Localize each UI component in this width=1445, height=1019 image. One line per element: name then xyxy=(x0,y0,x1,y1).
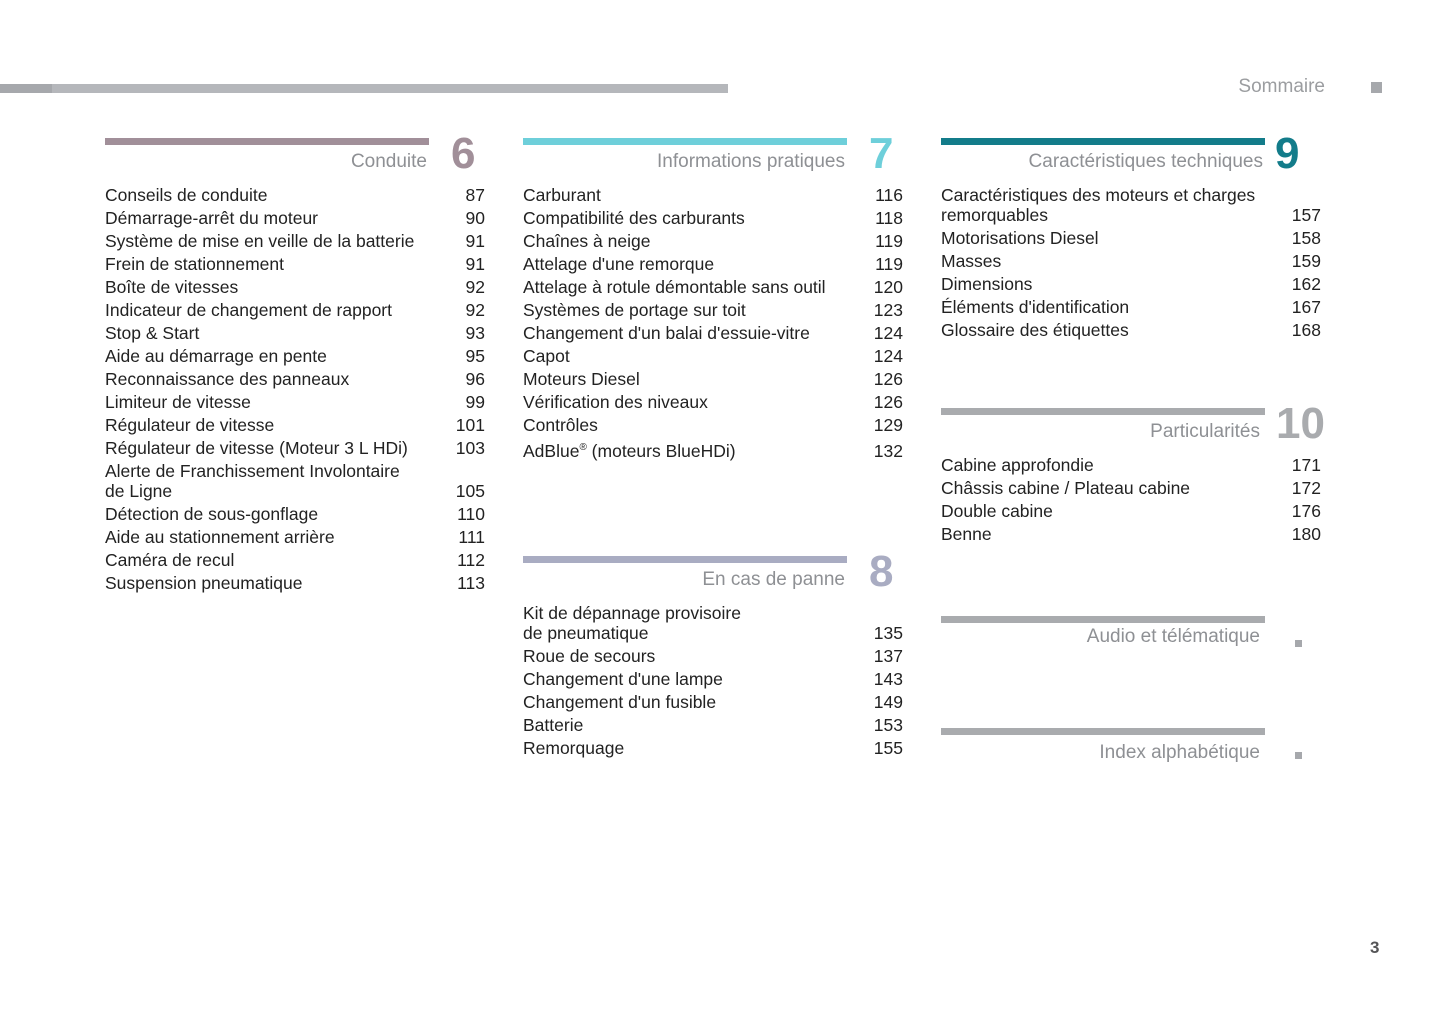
toc-entry-label: Compatibilité des carburants xyxy=(523,208,745,228)
toc-entry-label: Régulateur de vitesse (Moteur 3 L HDi) xyxy=(105,438,408,458)
toc-entry[interactable] xyxy=(105,527,485,547)
toc-entry-page: 153 xyxy=(873,715,903,735)
toc-entry-label: Détection de sous-gonflage xyxy=(105,504,319,524)
toc-entry-page: 176 xyxy=(1291,501,1321,521)
toc-entry[interactable] xyxy=(105,550,485,570)
section-bar xyxy=(941,616,1265,623)
toc-entry-page: 171 xyxy=(1291,455,1321,475)
toc-entry-page: 123 xyxy=(873,300,903,320)
section-number: 6 xyxy=(451,129,476,178)
section-bar xyxy=(941,408,1265,415)
toc-entry-page: 93 xyxy=(465,323,485,343)
toc-entry-label: Caractéristiques des moteurs et charges remorquables xyxy=(941,185,1256,225)
toc-entry[interactable] xyxy=(941,524,1321,544)
section-title[interactable]: Audio et télématique xyxy=(1086,626,1260,647)
toc-entry-label: Double cabine xyxy=(941,501,1053,521)
section-number: 7 xyxy=(869,129,894,178)
header-bar-tip xyxy=(0,84,52,93)
toc-entry-page: 91 xyxy=(465,231,485,251)
toc-entry-label: Reconnaissance des panneaux xyxy=(105,369,350,389)
toc-entry-page: 135 xyxy=(873,623,903,643)
toc-entry-page: 105 xyxy=(455,481,485,501)
toc-entry-page: 180 xyxy=(1291,524,1321,544)
toc-entry-page: 118 xyxy=(875,208,903,228)
toc-entry-label: Éléments d'identification xyxy=(941,297,1130,317)
toc-entry-label: Indicateur de changement de rapport xyxy=(105,300,392,320)
toc-entry-label: Dimensions xyxy=(941,274,1033,294)
toc-entry-label: Kit de dépannage provisoire de pneumatique xyxy=(523,603,741,643)
toc-entry[interactable] xyxy=(523,369,903,389)
toc-entry-label: Chaînes à neige xyxy=(523,231,651,251)
section-title[interactable]: Index alphabétique xyxy=(1099,742,1260,763)
section-number: 10 xyxy=(1276,399,1325,448)
toc-entry[interactable] xyxy=(105,208,485,228)
toc-entry-label: Attelage à rotule démontable sans outil xyxy=(523,277,826,297)
toc-entry-label: Conseils de conduite xyxy=(105,185,268,205)
section-bar xyxy=(523,556,847,563)
toc-entry[interactable] xyxy=(105,461,485,501)
section-number: 9 xyxy=(1275,129,1300,178)
toc-entry-label: Roue de secours xyxy=(523,646,656,666)
toc-entry-page: 167 xyxy=(1291,297,1321,317)
section-title[interactable]: En cas de panne xyxy=(702,569,845,590)
toc-entry[interactable] xyxy=(941,185,1321,225)
section-title[interactable]: Caractéristiques techniques xyxy=(1028,151,1263,172)
toc-entry-page: 124 xyxy=(873,346,903,366)
toc-entry[interactable] xyxy=(105,369,485,389)
toc-entry[interactable] xyxy=(523,646,903,666)
toc-entry-page: 124 xyxy=(873,323,903,343)
toc-entry[interactable] xyxy=(523,392,903,412)
toc-entry-label: Motorisations Diesel xyxy=(941,228,1099,248)
toc-entry-page: 116 xyxy=(875,185,903,205)
toc-list xyxy=(941,455,1321,547)
toc-entry[interactable] xyxy=(523,208,903,228)
toc-entry-page: 119 xyxy=(875,254,903,274)
toc-entry-page: 99 xyxy=(465,392,485,412)
toc-entry[interactable] xyxy=(523,346,903,366)
header-square-icon xyxy=(1371,82,1382,93)
toc-entry-page: 155 xyxy=(873,738,903,758)
section-square-icon xyxy=(1295,752,1302,759)
section-square-icon xyxy=(1295,640,1302,647)
toc-entry-label: Changement d'une lampe xyxy=(523,669,723,689)
section-number: 8 xyxy=(869,547,894,596)
toc-entry-label: Benne xyxy=(941,524,992,544)
toc-entry-label: Suspension pneumatique xyxy=(105,573,303,593)
toc-entry-label: Changement d'un balai d'essuie-vitre xyxy=(523,323,810,343)
toc-entry-label: Masses xyxy=(941,251,1002,271)
toc-entry-label: Glossaire des étiquettes xyxy=(941,320,1129,340)
section-title[interactable]: Informations pratiques xyxy=(657,151,845,172)
toc-entry-page: 120 xyxy=(873,277,903,297)
toc-entry-page: 143 xyxy=(873,669,903,689)
toc-entry-label: Frein de stationnement xyxy=(105,254,284,274)
toc-entry-label: Régulateur de vitesse xyxy=(105,415,275,435)
toc-entry-label: Système de mise en veille de la batterie xyxy=(105,231,415,251)
toc-entry-label: Remorquage xyxy=(523,738,625,758)
toc-entry-page: 149 xyxy=(873,692,903,712)
toc-entry-page: 110 xyxy=(457,504,485,524)
toc-entry-page: 129 xyxy=(873,415,903,435)
toc-entry-page: 91 xyxy=(465,254,485,274)
toc-entry-label: Contrôles xyxy=(523,415,598,435)
toc-entry[interactable] xyxy=(941,320,1321,340)
toc-entry[interactable] xyxy=(523,254,903,274)
section-bar xyxy=(523,138,847,145)
toc-entry-label: Moteurs Diesel xyxy=(523,369,640,389)
toc-list xyxy=(105,185,485,596)
toc-entry-page: 162 xyxy=(1291,274,1321,294)
toc-entry[interactable] xyxy=(941,478,1321,498)
page-title: Sommaire xyxy=(1238,76,1325,97)
toc-entry-label: Châssis cabine / Plateau cabine xyxy=(941,478,1191,498)
toc-entry-page: 132 xyxy=(873,440,903,461)
toc-entry[interactable] xyxy=(105,277,485,297)
toc-entry[interactable] xyxy=(523,715,903,735)
toc-entry-label: Aide au démarrage en pente xyxy=(105,346,327,366)
toc-entry-label: Boîte de vitesses xyxy=(105,277,239,297)
page-number: 3 xyxy=(1370,938,1380,957)
toc-entry-label: Cabine approfondie xyxy=(941,455,1094,475)
toc-entry[interactable] xyxy=(105,346,485,366)
toc-entry-page: 157 xyxy=(1291,205,1321,225)
toc-entry-page: 103 xyxy=(455,438,485,458)
toc-entry[interactable] xyxy=(941,274,1321,294)
toc-entry-page: 168 xyxy=(1291,320,1321,340)
toc-entry-label: AdBlue® (moteurs BlueHDi) xyxy=(523,440,736,461)
toc-entry-page: 119 xyxy=(875,231,903,251)
toc-entry[interactable] xyxy=(523,231,903,251)
toc-entry-page: 158 xyxy=(1291,228,1321,248)
toc-entry[interactable] xyxy=(523,185,903,205)
toc-entry[interactable] xyxy=(105,300,485,320)
toc-entry-page: 87 xyxy=(465,185,485,205)
toc-entry-page: 101 xyxy=(455,415,485,435)
toc-entry[interactable] xyxy=(941,501,1321,521)
toc-entry-page: 126 xyxy=(873,392,903,412)
section-bar xyxy=(941,728,1265,735)
toc-entry[interactable] xyxy=(523,692,903,712)
toc-entry[interactable] xyxy=(941,228,1321,248)
toc-list xyxy=(941,185,1321,343)
toc-entry[interactable] xyxy=(523,300,903,320)
toc-entry-page: 112 xyxy=(457,550,485,570)
toc-entry-page: 159 xyxy=(1291,251,1321,271)
section-bar xyxy=(941,138,1265,145)
toc-entry-page: 92 xyxy=(465,300,485,320)
toc-entry[interactable] xyxy=(105,415,485,435)
section-bar xyxy=(105,138,429,145)
toc-entry-label: Aide au stationnement arrière xyxy=(105,527,335,547)
header-bar xyxy=(0,84,728,93)
toc-entry[interactable] xyxy=(105,438,485,458)
toc-entry[interactable] xyxy=(941,251,1321,271)
toc-entry[interactable] xyxy=(105,392,485,412)
toc-entry[interactable] xyxy=(523,277,903,297)
toc-entry-page: 95 xyxy=(465,346,485,366)
toc-entry-label: Alerte de Franchissement Involontaire de Ligne xyxy=(105,461,400,501)
toc-entry-label: Changement d'un fusible xyxy=(523,692,717,712)
toc-entry[interactable] xyxy=(105,254,485,274)
toc-entry[interactable] xyxy=(523,323,903,343)
toc-entry-page: 172 xyxy=(1291,478,1321,498)
toc-entry[interactable] xyxy=(105,231,485,251)
section-title[interactable]: Conduite xyxy=(350,151,427,172)
toc-entry[interactable] xyxy=(523,669,903,689)
toc-entry-label: Carburant xyxy=(523,185,601,205)
toc-entry-page: 111 xyxy=(458,527,485,547)
toc-entry-label: Caméra de recul xyxy=(105,550,235,570)
toc-entry[interactable] xyxy=(941,455,1321,475)
toc-entry-page: 137 xyxy=(873,646,903,666)
toc-entry-label: Batterie xyxy=(523,715,584,735)
toc-entry-page: 92 xyxy=(465,277,485,297)
toc-entry[interactable] xyxy=(105,323,485,343)
toc-entry-label: Limiteur de vitesse xyxy=(105,392,251,412)
toc-entry-page: 90 xyxy=(465,208,485,228)
section-title[interactable]: Particularités xyxy=(1150,421,1260,442)
toc-entry-label: Attelage d'une remorque xyxy=(523,254,715,274)
toc-entry-page: 96 xyxy=(465,369,485,389)
toc-entry-label: Démarrage-arrêt du moteur xyxy=(105,208,318,228)
toc-entry[interactable] xyxy=(105,504,485,524)
toc-entry-label: Vérification des niveaux xyxy=(523,392,708,412)
toc-entry[interactable] xyxy=(941,297,1321,317)
toc-entry[interactable] xyxy=(105,185,485,205)
toc-entry-page: 113 xyxy=(457,573,485,593)
toc-entry-label: Stop & Start xyxy=(105,323,200,343)
toc-entry-page: 126 xyxy=(873,369,903,389)
toc-entry-label: Capot xyxy=(523,346,570,366)
toc-entry-label: Systèmes de portage sur toit xyxy=(523,300,746,320)
